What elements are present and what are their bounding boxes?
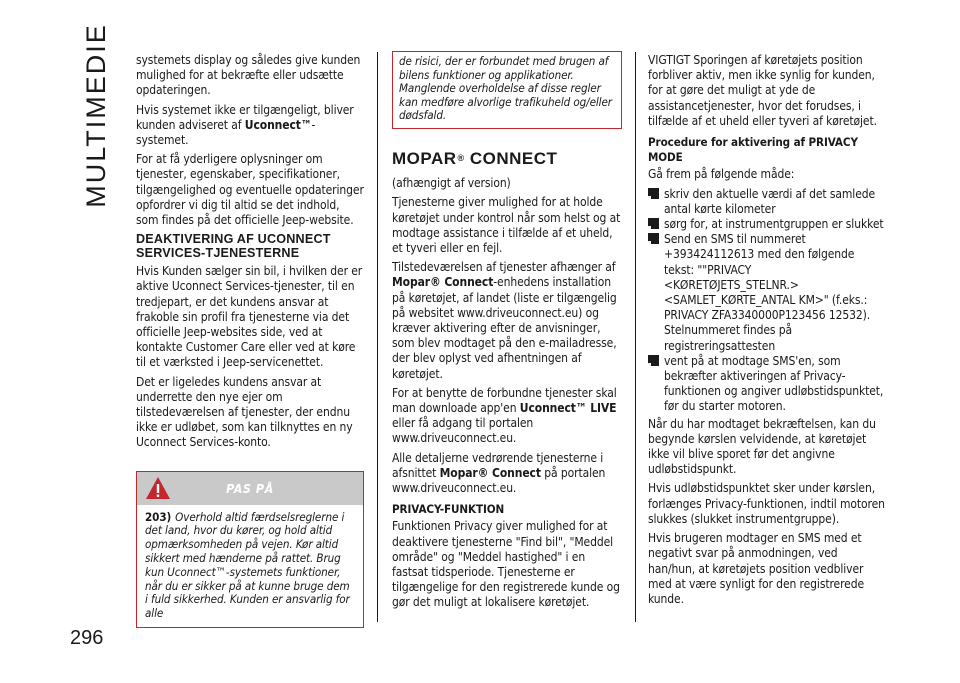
paragraph: Funktionen Privacy giver mulighed for at deaktivere tjenesterne "Find bil", "Meddel område" og "Meddel hastighed" i en fastsat tidsperiode. Tjenesterne er tilgængelige for den registrerede kunde og gør det muligt at lokalisere køretøjet. [392,519,620,610]
list-item [648,232,886,354]
column-2 [392,53,622,615]
column-divider [635,52,636,622]
column-3 [648,53,886,611]
section-heading [392,148,622,168]
text: For at benytte de forbundne tjenester skal man downloade app'en [392,385,617,416]
text: Hvis systemet ikke er tilgængeligt, bliver kunden adviseret af [136,102,354,132]
bullet-icon [648,187,664,217]
section-title-text: MULTIMEDIE [80,22,111,208]
bullet-icon [648,232,664,354]
bullet-icon [648,217,664,232]
bold-text: Uconnect™ [244,117,312,132]
heading-text: MOPAR [392,148,457,168]
paragraph: Hvis brugeren modtager en SMS med et negativt svar på anmodningen, ved han/hun, at køretøjets position vedbliver med at være synligt for den registrerede kunde. [648,531,865,606]
list-item [648,187,886,217]
bullet-icon [648,354,664,415]
paragraph: Hvis Kunden sælger sin bil, i hvilken der er aktive Uconnect Services-tjenester, til en tredjepart, er det kundens ansvar at frakoble sin profil fra tjenesterne via det officielle Jeep-websites side, ved at kontakte Customer Care eller ved at køre til et værksted i Jeep-servicenettet. [136,264,363,370]
column-divider [377,52,378,622]
text: -enhedens installation på køretøjet, af landet (liste er tilgængelig på websitet www.driveuconnect.eu) og kræver aktivering efter de anvisninger, som blev modtaget på den e-mailadresse, der blev oplyst ved afhentningen af køretøjet. [392,275,617,381]
paragraph [392,260,622,382]
warning-number: 203) [145,509,172,524]
list-item-text: Send en SMS til nummeret +393424112613 med den følgende tekst: ""PRIVACY <KØRETØJETS_STELNR.> <SAMLET_KØRTE_ANTAL KM>" (f.eks.: PRIVACY ZFA3340000P123456 12532). Stelnummeret findes på registreringsattesten [664,232,871,353]
paragraph: Hvis udløbstidspunktet sker under kørslen, forlænges Privacy-funktionen, indtil motoren slukkes (slukket instrumentgruppe). [648,481,885,526]
page-number: 296 [70,627,104,649]
paragraph: For at få yderligere oplysninger om tjenester, egenskaber, specifikationer, tilgængelighed og eventuelle opdateringer opfordrer vi dig til altid se det indhold, som findes på det officielle Jeep-website. [136,152,364,228]
paragraph: (afhængigt af version) [392,176,511,191]
paragraph: VIGTIGT Sporingen af køretøjets position forbliver aktiv, men ikke synlig for kunden, for at gøre det muligt at yde de assistancetjenester, hvor det forudses, i tilfælde af et uheld eller tyveri af køretøjet. [648,53,877,128]
text: på portalen www.driveuconnect.eu. [392,465,606,496]
heading-registered-mark: ® [457,152,465,163]
warning-text: Overhold altid færdselsreglerne i det land, hvor du kører, og hold altid opmærksomheden på vejen. Kør altid sikkert med hænderne på rattet. Brug kun Uconnect™-systemets funktioner, når du er sikker på at kunne bruge dem i fuld sikkerhed. Kunden er ansvarlig for alle [145,509,350,621]
text: Tilstedeværelsen af tjenester afhænger af [392,260,616,275]
list-item-text: sørg for, at instrumentgruppen er slukket [664,217,884,232]
paragraph: Det er ligeledes kundens ansvar at underrette den nye ejer om tilstedeværelsen af tjenester, der endnu ikke er udløbet, som kan tilknyttes en ny Uconnect Services-konto. [136,374,353,450]
text: -systemet. [136,117,316,148]
list-item-text: skriv den aktuelle værdi af det samlede antal kørte kilometer [664,186,876,216]
warning-body [137,505,363,627]
warning-title: PAS PÅ [226,480,274,496]
warning-continued-box: de risici, der er forbundet med brugen af bilens funktioner og applikationer. Manglende overholdelse af disse regler kan medføre alvorlige trafikuheld og/eller dødsfald. [392,51,622,129]
paragraph [392,386,622,447]
paragraph [136,103,364,149]
bold-text: Uconnect™ LIVE [519,401,617,416]
list-item-text: vent på at modtage SMS'en, som bekræfter aktiveringen af Privacy-funktionen og angiver udløbstidspunktet, før du starter motoren. [664,353,884,414]
list-item [648,354,886,415]
warning-triangle-icon [145,475,171,501]
warning-header [137,472,363,505]
paragraph: Tjenesterne giver mulighed for at holde køretøjet under kontrol når som helst og at modtage assistance i tilfælde af et uheld, et tyveri eller en fejl. [392,195,621,255]
section-title [78,22,114,208]
section-heading: DEAKTIVERING AF UCONNECT SERVICES-TJENESTERNE [136,232,331,261]
text: Alle detaljerne vedrørende tjenesterne i afsnittet [392,450,604,480]
list-item [648,217,886,232]
paragraph: Når du har modtaget bekræftelsen, kan du begynde kørslen velvidende, at køretøjet ikke vil blive sporet før det angivne udløbstidspunkt. [648,416,876,477]
bold-text: Mopar® Connect [439,465,541,480]
bold-text: Mopar® Connect [392,275,494,290]
subsection-heading: PRIVACY-FUNKTION [392,502,505,517]
paragraph [392,451,622,497]
column-1 [136,53,364,628]
text: eller få adgang til portalen www.driveuconnect.eu. [392,416,534,446]
paragraph: systemets display og således give kunden mulighed for at bekræfte eller udsætte opdateringen. [136,53,361,98]
warning-box [136,471,364,628]
subsection-heading: Procedure for aktivering af PRIVACY MODE [648,135,858,165]
paragraph: Gå frem på følgende måde: [648,167,795,182]
heading-text: CONNECT [464,148,558,168]
